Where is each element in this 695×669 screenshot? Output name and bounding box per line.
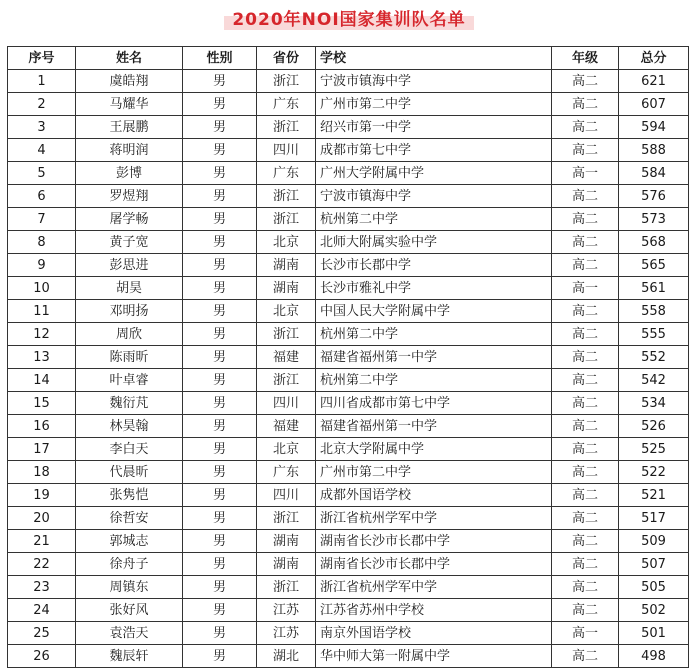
gender-cell: 男 [183, 231, 257, 254]
table-row [8, 323, 689, 346]
rank-cell: 22 [8, 553, 76, 576]
score-cell: 607 [619, 93, 689, 116]
school-cell: 湖南省长沙市长郡中学 [316, 530, 552, 553]
table-row [8, 622, 689, 645]
province-cell: 四川 [257, 484, 316, 507]
gender-cell: 男 [183, 300, 257, 323]
grade-cell: 高二 [552, 369, 619, 392]
name-cell: 陈雨昕 [76, 346, 183, 369]
table-row [8, 645, 689, 668]
gender-cell: 男 [183, 507, 257, 530]
province-cell: 湖南 [257, 254, 316, 277]
gender-cell: 男 [183, 116, 257, 139]
rank-cell: 8 [8, 231, 76, 254]
score-cell: 552 [619, 346, 689, 369]
score-cell: 521 [619, 484, 689, 507]
school-cell: 杭州第二中学 [316, 208, 552, 231]
rank-cell: 6 [8, 185, 76, 208]
school-cell: 杭州第二中学 [316, 369, 552, 392]
name-cell: 虞皓翔 [76, 70, 183, 93]
rank-cell: 10 [8, 277, 76, 300]
rank-cell: 15 [8, 392, 76, 415]
grade-cell: 高二 [552, 392, 619, 415]
grade-cell: 高一 [552, 622, 619, 645]
grade-cell: 高二 [552, 415, 619, 438]
gender-cell: 男 [183, 346, 257, 369]
score-cell: 542 [619, 369, 689, 392]
province-cell: 湖南 [257, 530, 316, 553]
school-cell: 宁波市镇海中学 [316, 70, 552, 93]
name-cell: 罗煜翔 [76, 185, 183, 208]
score-cell: 522 [619, 461, 689, 484]
gender-cell: 男 [183, 622, 257, 645]
score-cell: 558 [619, 300, 689, 323]
province-cell: 广东 [257, 461, 316, 484]
table-row [8, 208, 689, 231]
table-row [8, 369, 689, 392]
table-row [8, 300, 689, 323]
province-cell: 浙江 [257, 323, 316, 346]
province-cell: 浙江 [257, 576, 316, 599]
province-cell: 福建 [257, 346, 316, 369]
score-cell: 525 [619, 438, 689, 461]
name-cell: 周镇东 [76, 576, 183, 599]
province-cell: 湖南 [257, 277, 316, 300]
rank-cell: 24 [8, 599, 76, 622]
name-cell: 魏辰轩 [76, 645, 183, 668]
table-row [8, 576, 689, 599]
header-cell: 年级 [552, 47, 619, 70]
school-cell: 华中师大第一附属中学 [316, 645, 552, 668]
rank-cell: 2 [8, 93, 76, 116]
rank-cell: 1 [8, 70, 76, 93]
gender-cell: 男 [183, 392, 257, 415]
school-cell: 福建省福州第一中学 [316, 415, 552, 438]
gender-cell: 男 [183, 185, 257, 208]
table-row [8, 162, 689, 185]
gender-cell: 男 [183, 599, 257, 622]
gender-cell: 男 [183, 553, 257, 576]
gender-cell: 男 [183, 369, 257, 392]
grade-cell: 高二 [552, 139, 619, 162]
school-cell: 广州市第二中学 [316, 93, 552, 116]
province-cell: 浙江 [257, 116, 316, 139]
gender-cell: 男 [183, 461, 257, 484]
gender-cell: 男 [183, 139, 257, 162]
school-cell: 宁波市镇海中学 [316, 185, 552, 208]
grade-cell: 高二 [552, 576, 619, 599]
name-cell: 叶卓睿 [76, 369, 183, 392]
gender-cell: 男 [183, 323, 257, 346]
rank-cell: 9 [8, 254, 76, 277]
name-cell: 胡昊 [76, 277, 183, 300]
grade-cell: 高二 [552, 116, 619, 139]
grade-cell: 高二 [552, 185, 619, 208]
table-row [8, 438, 689, 461]
grade-cell: 高二 [552, 645, 619, 668]
score-cell: 555 [619, 323, 689, 346]
score-cell: 501 [619, 622, 689, 645]
score-cell: 621 [619, 70, 689, 93]
name-cell: 彭博 [76, 162, 183, 185]
score-cell: 517 [619, 507, 689, 530]
rank-cell: 14 [8, 369, 76, 392]
school-cell: 广州市第二中学 [316, 461, 552, 484]
rank-cell: 16 [8, 415, 76, 438]
grade-cell: 高一 [552, 162, 619, 185]
name-cell: 代晨昕 [76, 461, 183, 484]
school-cell: 湖南省长沙市长郡中学 [316, 553, 552, 576]
school-cell: 中国人民大学附属中学 [316, 300, 552, 323]
gender-cell: 男 [183, 277, 257, 300]
name-cell: 张好风 [76, 599, 183, 622]
gender-cell: 男 [183, 576, 257, 599]
gender-cell: 男 [183, 438, 257, 461]
province-cell: 江苏 [257, 599, 316, 622]
gender-cell: 男 [183, 254, 257, 277]
grade-cell: 高一 [552, 277, 619, 300]
table-row [8, 415, 689, 438]
province-cell: 浙江 [257, 507, 316, 530]
grade-cell: 高二 [552, 484, 619, 507]
name-cell: 袁浩天 [76, 622, 183, 645]
grade-cell: 高二 [552, 461, 619, 484]
grade-cell: 高二 [552, 507, 619, 530]
province-cell: 广东 [257, 93, 316, 116]
roster-table [7, 46, 689, 668]
name-cell: 魏衍芃 [76, 392, 183, 415]
table-row [8, 70, 689, 93]
table-row [8, 530, 689, 553]
province-cell: 浙江 [257, 208, 316, 231]
school-cell: 北京大学附属中学 [316, 438, 552, 461]
score-cell: 594 [619, 116, 689, 139]
school-cell: 长沙市雅礼中学 [316, 277, 552, 300]
table-row [8, 599, 689, 622]
rank-cell: 21 [8, 530, 76, 553]
score-cell: 509 [619, 530, 689, 553]
table-row [8, 277, 689, 300]
province-cell: 浙江 [257, 70, 316, 93]
rank-cell: 11 [8, 300, 76, 323]
rank-cell: 19 [8, 484, 76, 507]
province-cell: 湖南 [257, 553, 316, 576]
rank-cell: 17 [8, 438, 76, 461]
school-cell: 江苏省苏州中学校 [316, 599, 552, 622]
gender-cell: 男 [183, 93, 257, 116]
rank-cell: 18 [8, 461, 76, 484]
header-row [8, 47, 689, 70]
school-cell: 浙江省杭州学军中学 [316, 507, 552, 530]
name-cell: 王展鹏 [76, 116, 183, 139]
rank-cell: 25 [8, 622, 76, 645]
page-title: 2020年NOI国家集训队名单 [232, 10, 466, 30]
name-cell: 蒋明润 [76, 139, 183, 162]
school-cell: 浙江省杭州学军中学 [316, 576, 552, 599]
rank-cell: 5 [8, 162, 76, 185]
score-cell: 588 [619, 139, 689, 162]
province-cell: 福建 [257, 415, 316, 438]
title-banner [224, 4, 474, 30]
score-cell: 561 [619, 277, 689, 300]
header-cell: 省份 [257, 47, 316, 70]
rank-cell: 20 [8, 507, 76, 530]
name-cell: 邓明扬 [76, 300, 183, 323]
province-cell: 浙江 [257, 369, 316, 392]
gender-cell: 男 [183, 484, 257, 507]
gender-cell: 男 [183, 208, 257, 231]
table-row [8, 185, 689, 208]
table-row [8, 116, 689, 139]
grade-cell: 高二 [552, 346, 619, 369]
score-cell: 573 [619, 208, 689, 231]
gender-cell: 男 [183, 415, 257, 438]
table-row [8, 392, 689, 415]
rank-cell: 12 [8, 323, 76, 346]
table-row [8, 461, 689, 484]
province-cell: 北京 [257, 231, 316, 254]
name-cell: 彭思进 [76, 254, 183, 277]
name-cell: 屠学畅 [76, 208, 183, 231]
table-row [8, 93, 689, 116]
grade-cell: 高二 [552, 93, 619, 116]
school-cell: 四川省成都市第七中学 [316, 392, 552, 415]
rank-cell: 23 [8, 576, 76, 599]
score-cell: 507 [619, 553, 689, 576]
header-cell: 序号 [8, 47, 76, 70]
roster-body [8, 70, 689, 668]
grade-cell: 高二 [552, 254, 619, 277]
name-cell: 黄子宽 [76, 231, 183, 254]
name-cell: 林昊翰 [76, 415, 183, 438]
table-row [8, 484, 689, 507]
grade-cell: 高二 [552, 323, 619, 346]
grade-cell: 高二 [552, 530, 619, 553]
province-cell: 北京 [257, 300, 316, 323]
province-cell: 广东 [257, 162, 316, 185]
school-cell: 广州大学附属中学 [316, 162, 552, 185]
name-cell: 马耀华 [76, 93, 183, 116]
rank-cell: 13 [8, 346, 76, 369]
name-cell: 周欣 [76, 323, 183, 346]
grade-cell: 高二 [552, 231, 619, 254]
score-cell: 526 [619, 415, 689, 438]
grade-cell: 高二 [552, 438, 619, 461]
school-cell: 成都外国语学校 [316, 484, 552, 507]
school-cell: 杭州第二中学 [316, 323, 552, 346]
grade-cell: 高二 [552, 553, 619, 576]
rank-cell: 26 [8, 645, 76, 668]
school-cell: 绍兴市第一中学 [316, 116, 552, 139]
table-row [8, 553, 689, 576]
score-cell: 565 [619, 254, 689, 277]
rank-cell: 4 [8, 139, 76, 162]
school-cell: 长沙市长郡中学 [316, 254, 552, 277]
rank-cell: 3 [8, 116, 76, 139]
grade-cell: 高二 [552, 208, 619, 231]
school-cell: 成都市第七中学 [316, 139, 552, 162]
header-cell: 姓名 [76, 47, 183, 70]
table-row [8, 254, 689, 277]
score-cell: 576 [619, 185, 689, 208]
name-cell: 李白天 [76, 438, 183, 461]
score-cell: 502 [619, 599, 689, 622]
school-cell: 南京外国语学校 [316, 622, 552, 645]
header-cell: 总分 [619, 47, 689, 70]
province-cell: 四川 [257, 139, 316, 162]
score-cell: 568 [619, 231, 689, 254]
province-cell: 浙江 [257, 185, 316, 208]
province-cell: 湖北 [257, 645, 316, 668]
school-cell: 福建省福州第一中学 [316, 346, 552, 369]
name-cell: 郭城志 [76, 530, 183, 553]
header-cell: 学校 [316, 47, 552, 70]
table-row [8, 346, 689, 369]
gender-cell: 男 [183, 70, 257, 93]
name-cell: 徐哲安 [76, 507, 183, 530]
table-row [8, 507, 689, 530]
grade-cell: 高二 [552, 70, 619, 93]
school-cell: 北师大附属实验中学 [316, 231, 552, 254]
gender-cell: 男 [183, 162, 257, 185]
grade-cell: 高二 [552, 300, 619, 323]
gender-cell: 男 [183, 530, 257, 553]
table-row [8, 231, 689, 254]
grade-cell: 高二 [552, 599, 619, 622]
table-row [8, 139, 689, 162]
name-cell: 张隽恺 [76, 484, 183, 507]
header-cell: 性别 [183, 47, 257, 70]
gender-cell: 男 [183, 645, 257, 668]
score-cell: 505 [619, 576, 689, 599]
rank-cell: 7 [8, 208, 76, 231]
score-cell: 534 [619, 392, 689, 415]
province-cell: 江苏 [257, 622, 316, 645]
score-cell: 498 [619, 645, 689, 668]
province-cell: 四川 [257, 392, 316, 415]
name-cell: 徐舟子 [76, 553, 183, 576]
province-cell: 北京 [257, 438, 316, 461]
score-cell: 584 [619, 162, 689, 185]
